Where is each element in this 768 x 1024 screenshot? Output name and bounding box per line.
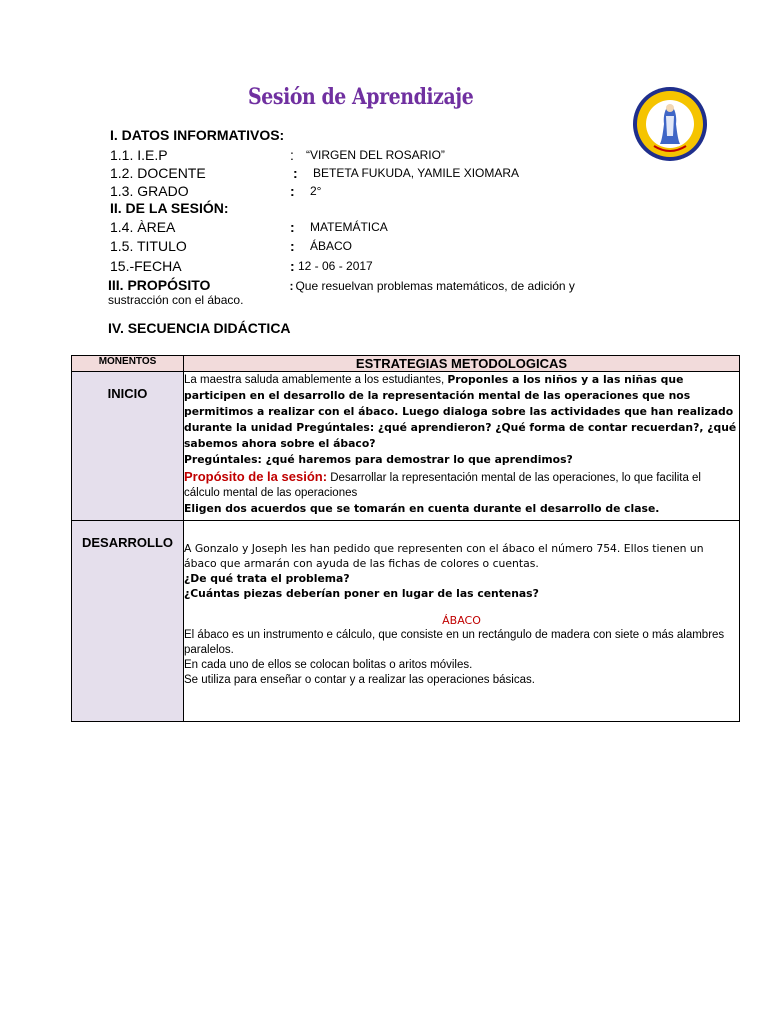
titulo-label: 1.5. TITULO	[110, 238, 187, 254]
titulo-row	[110, 238, 353, 254]
proposito-block	[108, 278, 618, 307]
secuencia-heading: IV. SECUENCIA DIDÁCTICA	[108, 320, 291, 336]
inicio-label: INICIO	[107, 386, 148, 401]
area-row	[110, 219, 388, 235]
proposito-colon: :	[289, 279, 294, 293]
school-crest-icon	[632, 86, 708, 162]
grado-label: 1.3. GRADO	[110, 183, 189, 199]
iep-value: “VIRGEN DEL ROSARIO”	[306, 148, 445, 162]
inicio-p1-bold: Proponles a los niños y a las niñas que participen en el desarrollo de la representación mental de las operaciones que nos permitimos a realizar con el ábaco. Luego dialoga sobre las actividades que han realizado durante la unidad Pregúntales: ¿qué aprendieron? ¿Qué forma de contar recuerdan?, ¿qué sabemos ahora sobre el ábaco?	[184, 373, 737, 450]
sesion-heading: II. DE LA SESIÓN:	[110, 200, 229, 216]
inicio-content	[184, 372, 740, 521]
area-label: 1.4. ÀREA	[110, 219, 176, 235]
desarrollo-paragraph-1: A Gonzalo y Joseph les han pedido que representen con el ábaco el número 754. Ellos tienen un ábaco que armarán con ayuda de las fichas de colores o cuentas.	[184, 542, 704, 570]
titulo-colon: :	[290, 238, 295, 254]
inicio-cell	[72, 372, 184, 521]
inicio-p1-plain: La maestra saluda amablemente a los estudiantes,	[184, 374, 448, 386]
fecha-label: 15.-FECHA	[110, 258, 182, 274]
docente-row	[110, 165, 520, 181]
iep-label: 1.1. I.E.P	[110, 147, 168, 163]
inicio-paragraph-3: Eligen dos acuerdos que se tomarán en cuenta durante el desarrollo de clase.	[184, 502, 660, 515]
docente-value: BETETA FUKUDA, YAMILE XIOMARA	[313, 166, 520, 180]
inicio-paragraph-1	[184, 372, 739, 452]
inicio-paragraph-2: Pregúntales: ¿qué haremos para demostrar lo que aprendimos?	[184, 453, 573, 466]
moments-header: MONENTOS	[72, 356, 184, 372]
area-colon: :	[290, 219, 295, 235]
docente-colon: :	[293, 165, 298, 181]
strategies-header: ESTRATEGIAS METODOLOGICAS	[184, 356, 740, 372]
iep-row	[110, 147, 445, 163]
fecha-value: 12 - 06 - 2017	[298, 259, 373, 273]
iep-colon: :	[290, 147, 294, 163]
proposito-text: Que resuelvan problemas matemáticos, de adición y sustracción con el ábaco.	[108, 279, 575, 307]
abaco-description-3: Se utiliza para enseñar o contar y a realizar las operaciones básicas.	[184, 674, 535, 686]
desarrollo-content	[184, 521, 740, 722]
inicio-proposito-label: Propósito de la sesión:	[184, 469, 328, 484]
document-title: Sesión de Aprendizaje	[248, 84, 474, 110]
area-value: MATEMÁTICA	[310, 220, 388, 234]
table-header-row	[72, 356, 740, 372]
abaco-subtitle: ÁBACO	[442, 614, 481, 627]
docente-label: 1.2. DOCENTE	[110, 165, 206, 181]
grado-colon: :	[290, 183, 295, 199]
fecha-colon: :	[290, 258, 295, 274]
datos-heading: I. DATOS INFORMATIVOS:	[110, 127, 285, 143]
desarrollo-question-2: ¿Cuántas piezas deberían poner en lugar de las centenas?	[184, 587, 539, 600]
abaco-description-1: El ábaco es un instrumento e cálculo, que consiste en un rectángulo de madera con siete o más alambres paralelos.	[184, 629, 725, 656]
fecha-row	[110, 258, 373, 274]
titulo-value: ÁBACO	[310, 239, 353, 253]
inicio-proposito	[184, 469, 739, 501]
abaco-description-2: En cada uno de ellos se colocan bolitas o aritos móviles.	[184, 659, 473, 671]
desarrollo-cell	[72, 521, 184, 722]
inicio-proposito-text: Desarrollar la representación mental de las operaciones, lo que facilita el cálculo mental de las operaciones	[184, 472, 701, 499]
proposito-label: III. PROPÓSITO	[108, 277, 211, 293]
strategies-table	[71, 355, 740, 722]
desarrollo-label: DESARROLLO	[82, 535, 173, 550]
inicio-row	[72, 372, 740, 521]
grado-row	[110, 183, 322, 199]
desarrollo-question-1: ¿De qué trata el problema?	[184, 572, 350, 585]
desarrollo-row	[72, 521, 740, 722]
grado-value: 2°	[310, 184, 322, 198]
